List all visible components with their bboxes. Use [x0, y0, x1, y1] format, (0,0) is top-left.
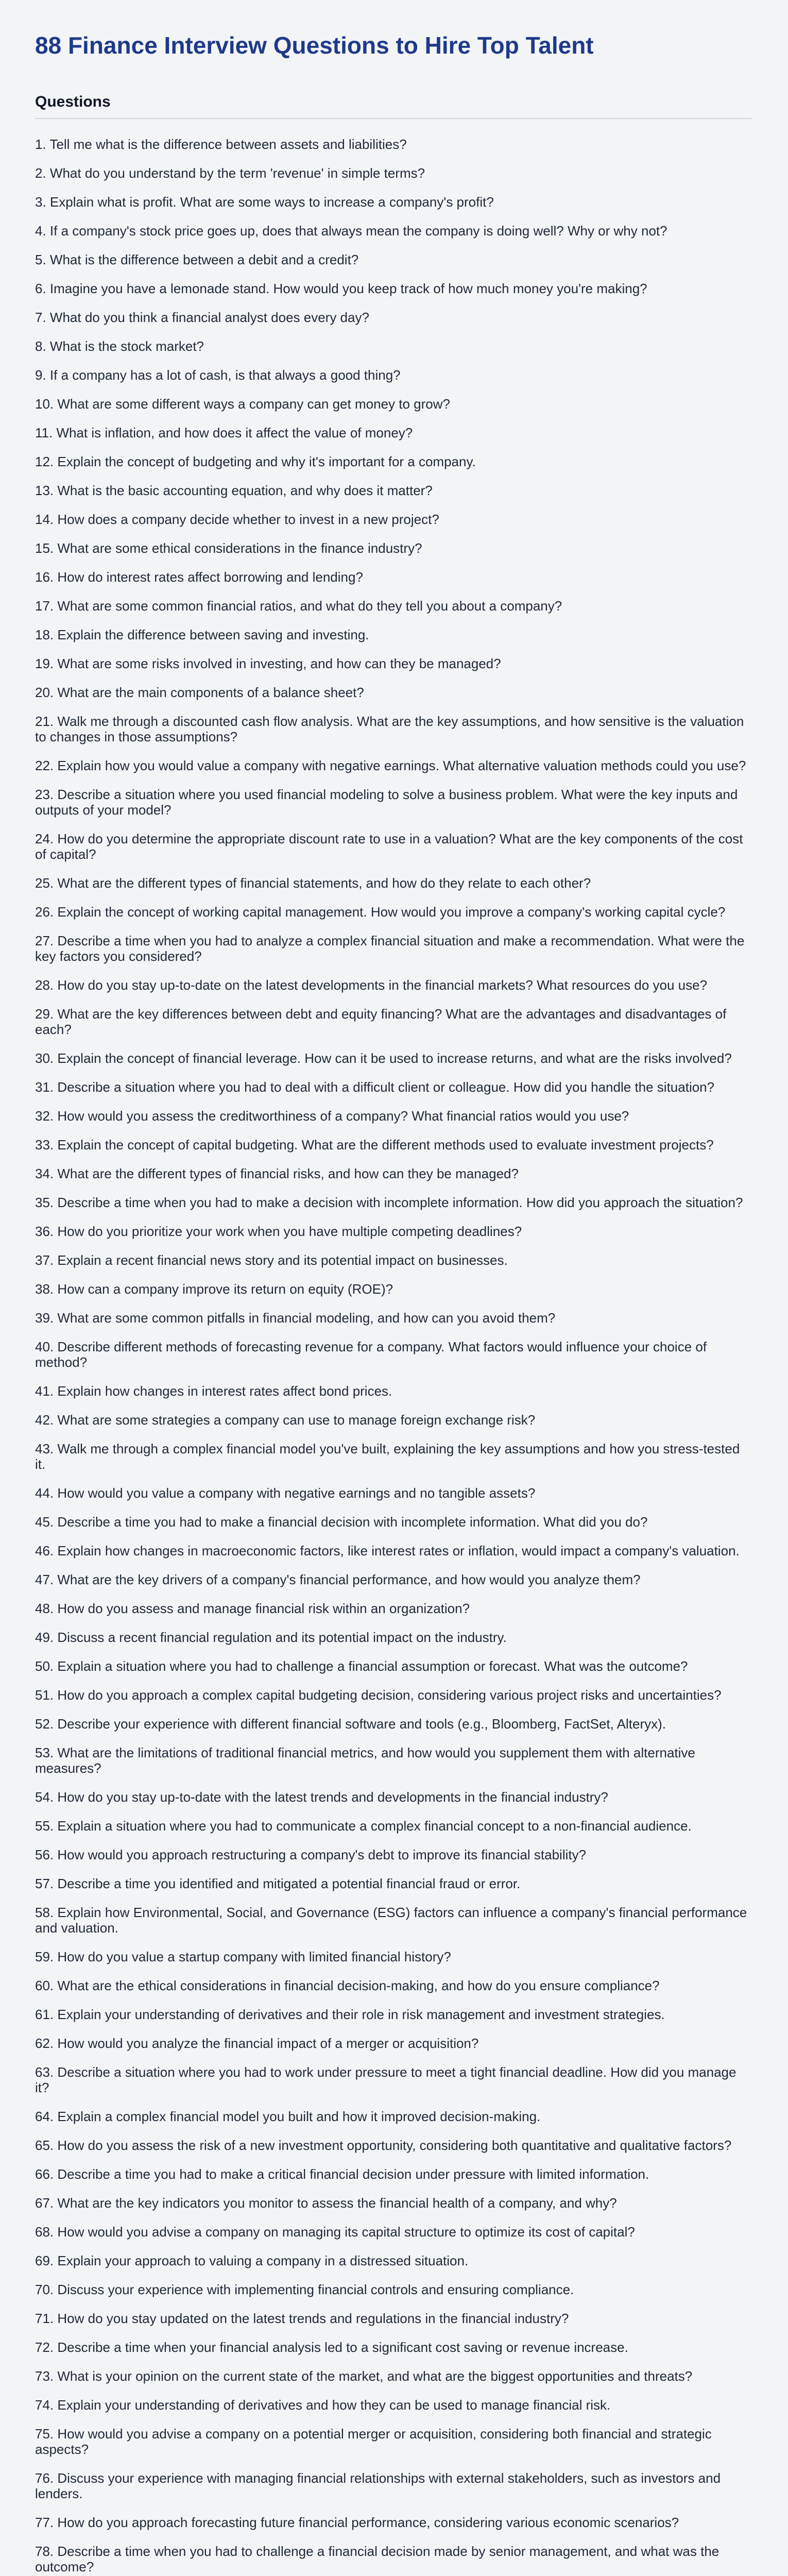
question-item: 65. How do you assess the risk of a new investment opportunity, considering both quantitative and qualitative factors?	[35, 2138, 732, 2153]
question-item: 60. What are the ethical considerations in financial decision-making, and how do you ensure compliance?	[35, 1978, 660, 1993]
question-item: 71. How do you stay updated on the latest trends and regulations in the financial industry?	[35, 2311, 569, 2326]
question-item: 63. Describe a situation where you had to work under pressure to meet a tight financial deadline. How did you manage it?	[35, 2064, 736, 2095]
question-item: 61. Explain your understanding of derivatives and their role in risk management and investment strategies.	[35, 2007, 665, 2022]
question-item: 23. Describe a situation where you used financial modeling to solve a business problem. What were the key inputs and outputs of your model?	[35, 787, 738, 818]
question-item: 62. How would you analyze the financial impact of a merger or acquisition?	[35, 2036, 479, 2051]
question-item: 38. How can a company improve its return on equity (ROE)?	[35, 1281, 393, 1297]
question-item: 30. Explain the concept of financial leverage. How can it be used to increase returns, and what are the risks involved?	[35, 1050, 732, 1066]
question-item: 10. What are some different ways a company can get money to grow?	[35, 396, 450, 412]
question-item: 77. How do you approach forecasting future financial performance, considering various economic scenarios?	[35, 2515, 679, 2530]
question-item: 49. Discuss a recent financial regulation and its potential impact on the industry.	[35, 1630, 507, 1645]
question-item: 12. Explain the concept of budgeting and why it's important for a company.	[35, 454, 476, 469]
question-item: 59. How do you value a startup company with limited financial history?	[35, 1949, 451, 1964]
question-item: 69. Explain your approach to valuing a company in a distressed situation.	[35, 2253, 469, 2268]
question-item: 67. What are the key indicators you monitor to assess the financial health of a company, and why?	[35, 2195, 617, 2211]
question-item: 6. Imagine you have a lemonade stand. How would you keep track of how much money you're making?	[35, 281, 647, 296]
question-item: 45. Describe a time you had to make a financial decision with incomplete information. What did you do?	[35, 1514, 648, 1530]
divider	[35, 118, 752, 119]
question-item: 22. Explain how you would value a company with negative earnings. What alternative valuation methods could you use?	[35, 758, 746, 773]
question-item: 34. What are the different types of financial risks, and how can they be managed?	[35, 1166, 519, 1181]
question-item: 48. How do you assess and manage financial risk within an organization?	[35, 1601, 470, 1616]
question-item: 41. Explain how changes in interest rates affect bond prices.	[35, 1383, 392, 1399]
question-item: 15. What are some ethical considerations in the finance industry?	[35, 540, 422, 556]
question-item: 11. What is inflation, and how does it affect the value of money?	[35, 425, 413, 440]
question-item: 28. How do you stay up-to-date on the latest developments in the financial markets? What resources do you use?	[35, 977, 708, 993]
question-item: 17. What are some common financial ratios, and what do they tell you about a company?	[35, 598, 562, 614]
question-item: 9. If a company has a lot of cash, is that always a good thing?	[35, 367, 401, 383]
question-item: 4. If a company's stock price goes up, does that always mean the company is doing well? Why or why not?	[35, 223, 667, 239]
question-item: 70. Discuss your experience with implementing financial controls and ensuring compliance.	[35, 2282, 574, 2297]
question-item: 75. How would you advise a company on a potential merger or acquisition, considering both financial and strategic aspects?	[35, 2426, 712, 2457]
question-item: 66. Describe a time you had to make a critical financial decision under pressure with limited information.	[35, 2166, 649, 2182]
question-item: 20. What are the main components of a balance sheet?	[35, 685, 364, 700]
question-item: 21. Walk me through a discounted cash flow analysis. What are the key assumptions, and how sensitive is the valuation to changes in those assumptions?	[35, 714, 744, 744]
question-item: 19. What are some risks involved in investing, and how can they be managed?	[35, 656, 501, 671]
question-item: 52. Describe your experience with different financial software and tools (e.g., Bloomberg, FactSet, Alteryx).	[35, 1716, 666, 1732]
question-item: 36. How do you prioritize your work when you have multiple competing deadlines?	[35, 1224, 522, 1239]
question-item: 47. What are the key drivers of a company's financial performance, and how would you analyze them?	[35, 1572, 641, 1587]
section-title: Questions	[35, 93, 111, 110]
question-item: 68. How would you advise a company on managing its capital structure to optimize its cost of capital?	[35, 2224, 635, 2240]
question-item: 42. What are some strategies a company can use to manage foreign exchange risk?	[35, 1412, 536, 1428]
question-item: 25. What are the different types of financial statements, and how do they relate to each other?	[35, 875, 591, 891]
question-item: 35. Describe a time when you had to make a decision with incomplete information. How did you approach the situation?	[35, 1195, 743, 1210]
question-item: 56. How would you approach restructuring a company's debt to improve its financial stability?	[35, 1847, 587, 1862]
question-item: 58. Explain how Environmental, Social, and Governance (ESG) factors can influence a company's financial performance and valuation.	[35, 1905, 747, 1936]
question-item: 64. Explain a complex financial model you built and how it improved decision-making.	[35, 2109, 541, 2124]
question-item: 51. How do you approach a complex capital budgeting decision, considering various project risks and uncertainties?	[35, 1687, 722, 1703]
question-item: 29. What are the key differences between debt and equity financing? What are the advantages and disadvantages of each?	[35, 1006, 727, 1037]
question-item: 26. Explain the concept of working capital management. How would you improve a company's working capital cycle?	[35, 904, 726, 920]
question-item: 8. What is the stock market?	[35, 338, 204, 354]
question-item: 13. What is the basic accounting equation, and why does it matter?	[35, 483, 433, 498]
question-item: 24. How do you determine the appropriate discount rate to use in a valuation? What are the key components of the cost of capital?	[35, 831, 743, 862]
question-item: 44. How would you value a company with negative earnings and no tangible assets?	[35, 1485, 536, 1501]
question-item: 78. Describe a time when you had to challenge a financial decision made by senior management, and what was the outcome?	[35, 2544, 720, 2574]
question-item: 16. How do interest rates affect borrowing and lending?	[35, 569, 363, 585]
question-item: 14. How does a company decide whether to invest in a new project?	[35, 512, 439, 527]
question-item: 53. What are the limitations of traditional financial metrics, and how would you supplement them with alternative measures?	[35, 1745, 695, 1776]
question-item: 73. What is your opinion on the current state of the market, and what are the biggest opportunities and threats?	[35, 2368, 693, 2384]
question-item: 55. Explain a situation where you had to communicate a complex financial concept to a non-financial audience.	[35, 1818, 692, 1834]
question-item: 27. Describe a time when you had to analyze a complex financial situation and make a recommendation. What were the key factors you considered?	[35, 933, 745, 964]
question-item: 72. Describe a time when your financial analysis led to a significant cost saving or revenue increase.	[35, 2340, 628, 2355]
question-item: 43. Walk me through a complex financial model you've built, explaining the key assumptions and how you stress-tested it.	[35, 1441, 740, 1472]
question-item: 46. Explain how changes in macroeconomic factors, like interest rates or inflation, would impact a company's valuation.	[35, 1543, 740, 1558]
question-item: 54. How do you stay up-to-date with the latest trends and developments in the financial industry?	[35, 1789, 608, 1805]
question-item: 39. What are some common pitfalls in financial modeling, and how can you avoid them?	[35, 1310, 556, 1326]
question-item: 1. Tell me what is the difference between assets and liabilities?	[35, 137, 407, 152]
question-item: 40. Describe different methods of forecasting revenue for a company. What factors would influence your choice of method?	[35, 1339, 707, 1370]
question-item: 50. Explain a situation where you had to challenge a financial assumption or forecast. What was the outcome?	[35, 1658, 688, 1674]
question-item: 7. What do you think a financial analyst does every day?	[35, 310, 369, 325]
page-title: 88 Finance Interview Questions to Hire Top Talent	[35, 32, 594, 59]
question-item: 31. Describe a situation where you had to deal with a difficult client or colleague. How did you handle the situation?	[35, 1079, 715, 1095]
question-item: 37. Explain a recent financial news story and its potential impact on businesses.	[35, 1252, 508, 1268]
question-item: 32. How would you assess the creditworthiness of a company? What financial ratios would you use?	[35, 1108, 629, 1124]
question-item: 33. Explain the concept of capital budgeting. What are the different methods used to evaluate investment projects?	[35, 1137, 714, 1153]
question-item: 2. What do you understand by the term 'revenue' in simple terms?	[35, 165, 425, 181]
question-item: 57. Describe a time you identified and mitigated a potential financial fraud or error.	[35, 1876, 521, 1891]
question-item: 74. Explain your understanding of derivatives and how they can be used to manage financial risk.	[35, 2397, 611, 2413]
question-item: 3. Explain what is profit. What are some ways to increase a company's profit?	[35, 194, 494, 210]
question-item: 5. What is the difference between a debit and a credit?	[35, 252, 359, 267]
questions-list	[35, 137, 752, 2576]
question-item: 76. Discuss your experience with managing financial relationships with external stakeholders, such as investors and lenders.	[35, 2470, 721, 2501]
question-item: 18. Explain the difference between saving and investing.	[35, 627, 369, 642]
